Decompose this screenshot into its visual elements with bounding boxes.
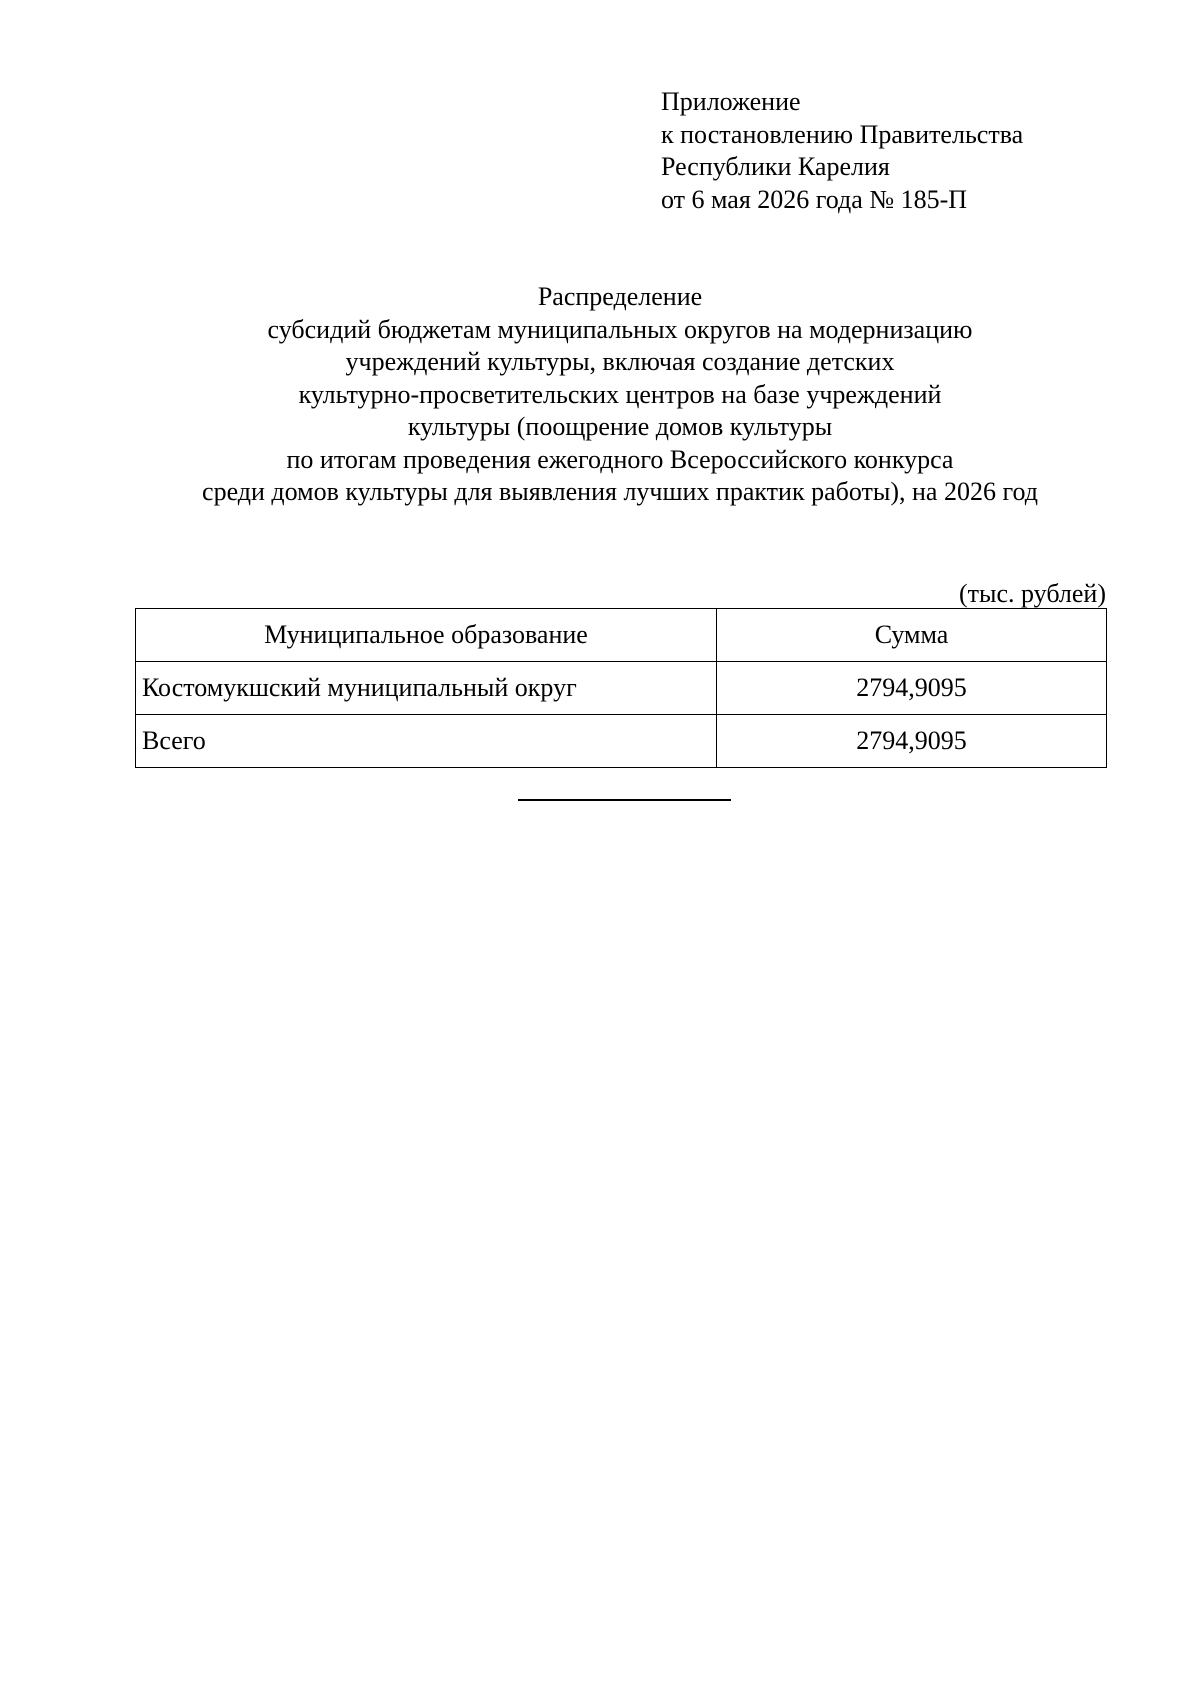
appendix-label: Приложение: [661, 87, 801, 116]
end-of-document-rule: [518, 799, 731, 801]
municipality-sum: 2794,9095: [717, 662, 1107, 715]
title-line: культурно-просветительских центров на базе учреждений: [298, 379, 942, 409]
title-line: субсидий бюджетам муниципальных округов на модернизацию: [267, 314, 973, 344]
distribution-table: [135, 608, 1107, 768]
document-title: [130, 281, 1110, 509]
units-note: (тыс. рублей): [958, 579, 1106, 608]
title-heading: Распределение: [537, 282, 703, 311]
title-line: среди домов культуры для выявления лучших практик работы), на 2026 год: [202, 477, 1038, 506]
header-sum: Сумма: [717, 609, 1107, 662]
appendix-issuer: Республики Карелия: [661, 152, 890, 181]
appendix-date-number: от 6 мая 2026 года № 185-П: [661, 184, 968, 214]
title-line: культуры (поощрение домов культуры: [407, 412, 833, 441]
title-line: учреждений культуры, включая создание детских: [345, 347, 895, 376]
appendix-reference: к постановлению Правительства: [661, 119, 1024, 149]
title-line: по итогам проведения ежегодного Всероссийского конкурса: [286, 444, 954, 474]
municipality-name: Костомукшский муниципальный округ: [136, 662, 717, 715]
total-sum: 2794,9095: [717, 715, 1107, 768]
table-header-row: [136, 609, 1107, 662]
table-total-row: [136, 715, 1107, 768]
header-municipality: Муниципальное образование: [136, 609, 717, 662]
total-label: Всего: [136, 715, 717, 768]
appendix-block: [661, 86, 1023, 216]
table-row: [136, 662, 1107, 715]
